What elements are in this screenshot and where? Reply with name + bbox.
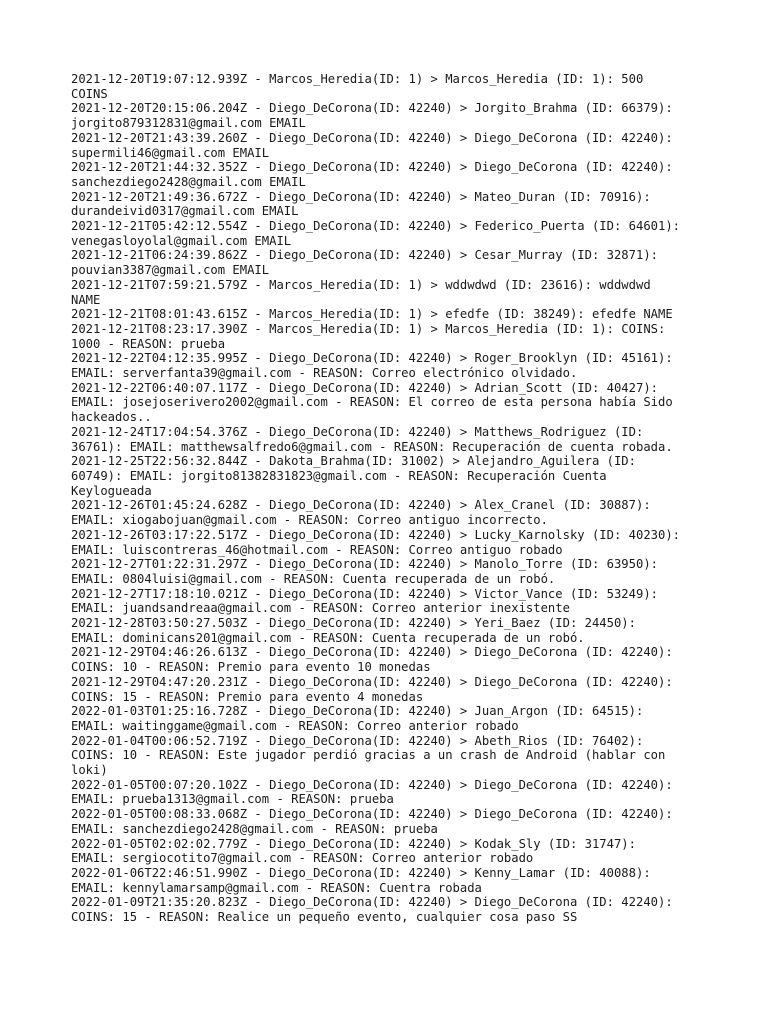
log-entry: 2021-12-29T04:47:20.231Z - Diego_DeCorona(ID: 42240) > Diego_DeCorona (ID: 42240): COINS: 15 - REASON: Premio para evento 4 monedas	[71, 674, 673, 704]
log-entry: 2022-01-04T00:06:52.719Z - Diego_DeCorona(ID: 42240) > Abeth_Rios (ID: 76402): COINS: 10 - REASON: Este jugador perdió gracias a un crash de Android (hablar con loki)	[71, 733, 666, 778]
log-entry: 2021-12-21T06:24:39.862Z - Diego_DeCorona(ID: 42240) > Cesar_Murray (ID: 32871): pouvian3387@gmail.com EMAIL	[71, 248, 658, 278]
log-entry: 2021-12-27T01:22:31.297Z - Diego_DeCorona(ID: 42240) > Manolo_Torre (ID: 63950): EMAIL: 0804luisi@gmail.com - REASON: Cuenta recuperada de un robó.	[71, 557, 658, 586]
log-entry: 2022-01-05T00:07:20.102Z - Diego_DeCorona(ID: 42240) > Diego_DeCorona (ID: 42240): EMAIL: prueba1313@gmail.com - REASON: prueba	[71, 777, 673, 807]
log-entry: 2021-12-20T19:07:12.939Z - Marcos_Heredia(ID: 1) > Marcos_Heredia (ID: 1): 500 COINS	[71, 72, 644, 101]
log-entry: 2021-12-21T07:59:21.579Z - Marcos_Heredia(ID: 1) > wddwdwd (ID: 23616): wddwdwd NAME	[71, 277, 651, 307]
log-entry: 2021-12-26T01:45:24.628Z - Diego_DeCorona(ID: 42240) > Alex_Cranel (ID: 30887): EMAIL: xiogabojuan@gmail.com - REASON: Correo antiguo incorrecto.	[71, 498, 651, 528]
log-entry: 2021-12-20T21:43:39.260Z - Diego_DeCorona(ID: 42240) > Diego_DeCorona (ID: 42240): supermili46@gmail.com EMAIL	[71, 130, 673, 160]
log-entry: 2021-12-26T03:17:22.517Z - Diego_DeCorona(ID: 42240) > Lucky_Karnolsky (ID: 40230): EMAIL: luiscontreras_46@hotmail.com - REASON: Correo antiguo robado	[71, 527, 681, 557]
log-entry: 2021-12-24T17:04:54.376Z - Diego_DeCorona(ID: 42240) > Matthews_Rodriguez (ID: 36761): EMAIL: matthewsalfredo6@gmail.com - REASON: Recuperación de cuenta robada.	[71, 424, 673, 454]
log-entry: 2022-01-05T00:08:33.068Z - Diego_DeCorona(ID: 42240) > Diego_DeCorona (ID: 42240): EMAIL: sanchezdiego2428@gmail.com - REASON: prueba	[71, 807, 673, 836]
log-entry: 2022-01-09T21:35:20.823Z - Diego_DeCorona(ID: 42240) > Diego_DeCorona (ID: 42240): COINS: 15 - REASON: Realice un pequeño evento, cualquier cosa paso SS	[71, 895, 673, 925]
log-entry: 2022-01-03T01:25:16.728Z - Diego_DeCorona(ID: 42240) > Juan_Argon (ID: 64515): EMAIL: waitinggame@gmail.com - REASON: Correo anterior robado	[71, 704, 644, 733]
log-entry: 2021-12-21T08:01:43.615Z - Marcos_Heredia(ID: 1) > efedfe (ID: 38249): efedfe NAME	[71, 307, 673, 322]
log-entry: 2021-12-25T22:56:32.844Z - Dakota_Brahma(ID: 31002) > Alejandro_Aguilera (ID: 60749): EMAIL: jorgito81382831823@gmail.com - REASON: Recuperación Cuenta Keylogueada	[71, 454, 636, 498]
document-page	[71, 72, 711, 925]
log-entry: 2021-12-20T20:15:06.204Z - Diego_DeCorona(ID: 42240) > Jorgito_Brahma (ID: 66379): jorgito879312831@gmail.com EMAIL	[71, 101, 673, 131]
log-entry: 2021-12-20T21:49:36.672Z - Diego_DeCorona(ID: 42240) > Mateo_Duran (ID: 70916): durandeivid0317@gmail.com EMAIL	[71, 189, 651, 219]
log-entry: 2021-12-20T21:44:32.352Z - Diego_DeCorona(ID: 42240) > Diego_DeCorona (ID: 42240): sanchezdiego2428@gmail.com EMAIL	[71, 160, 673, 189]
log-entry: 2021-12-29T04:46:26.613Z - Diego_DeCorona(ID: 42240) > Diego_DeCorona (ID: 42240): COINS: 10 - REASON: Premio para evento 10 monedas	[71, 645, 673, 675]
log-entry: 2021-12-27T17:18:10.021Z - Diego_DeCorona(ID: 42240) > Victor_Vance (ID: 53249): EMAIL: juandsandreaa@gmail.com - REASON: Correo anterior inexistente	[71, 586, 658, 616]
log-entry: 2021-12-28T03:50:27.503Z - Diego_DeCorona(ID: 42240) > Yeri_Baez (ID: 24450): EMAIL: dominicans201@gmail.com - REASON: Cuenta recuperada de un robó.	[71, 616, 636, 645]
log-entry: 2022-01-06T22:46:51.990Z - Diego_DeCorona(ID: 42240) > Kenny_Lamar (ID: 40088): EMAIL: kennylamarsamp@gmail.com - REASON: Cuentra robada	[71, 865, 651, 895]
log-entry: 2022-01-05T02:02:02.779Z - Diego_DeCorona(ID: 42240) > Kodak_Sly (ID: 31747): EMAIL: sergiocotito7@gmail.com - REASON: Correo anterior robado	[71, 836, 636, 866]
log-entry: 2021-12-21T08:23:17.390Z - Marcos_Heredia(ID: 1) > Marcos_Heredia (ID: 1): COINS: 1000 - REASON: prueba	[71, 321, 666, 351]
log-entry: 2021-12-22T04:12:35.995Z - Diego_DeCorona(ID: 42240) > Roger_Brooklyn (ID: 45161): EMAIL: serverfanta39@gmail.com - REASON: Correo electrónico olvidado.	[71, 351, 673, 381]
log-entry: 2021-12-22T06:40:07.117Z - Diego_DeCorona(ID: 42240) > Adrian_Scott (ID: 40427): EMAIL: josejoserivero2002@gmail.com - REASON: El correo de esta persona había Sido hackeados..	[71, 380, 673, 425]
log-entry: 2021-12-21T05:42:12.554Z - Diego_DeCorona(ID: 42240) > Federico_Puerta (ID: 64601): venegasloyolal@gmail.com EMAIL	[71, 219, 681, 248]
